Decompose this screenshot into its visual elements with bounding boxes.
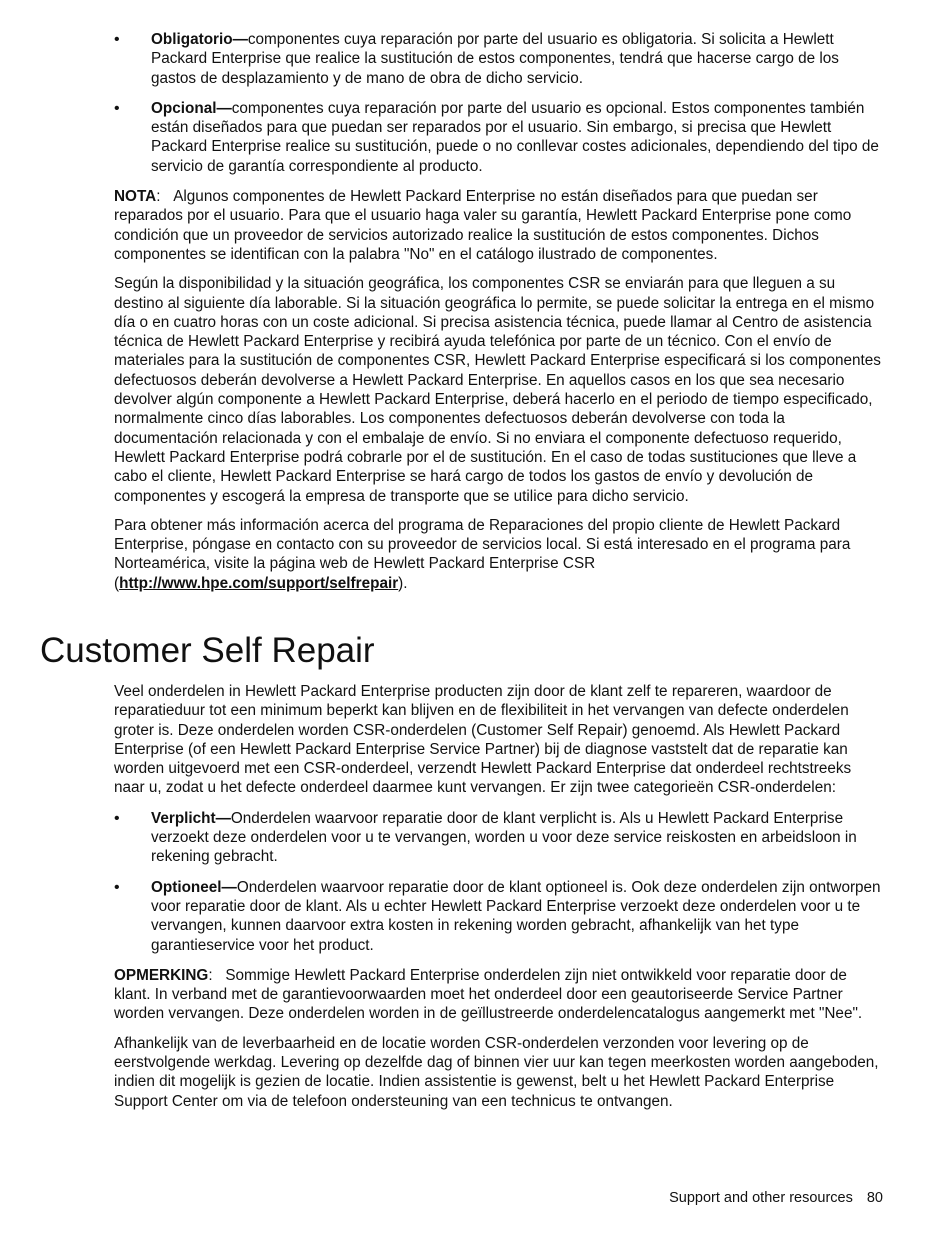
note-paragraph: OPMERKING: Sommige Hewlett Packard Enterprise onderdelen zijn niet ontwikkeld voor reparatie door de klant. In verband met de garantievoorwaarden moet het onderdeel door een geautoriseerde Service Partner worden vervangen. Deze onderdelen worden in de geïllustreerde onderdelencatalogus aangemerkt met "Nee". xyxy=(114,966,863,1023)
bullet-text: Onderdelen waarvoor reparatie door de klant verplicht is. Als u Hewlett Packard Enterprise verzoekt deze onderdelen voor u te vervangen, worden u voor deze service reiskosten en arbeidsloon in rekening gebracht. xyxy=(151,809,857,866)
bullet-optioneel xyxy=(114,878,884,955)
intro-paragraph: Veel onderdelen in Hewlett Packard Enterprise producten zijn door de klant zelf te repareren, waardoor de reparatieduur tot een minimum beperkt kan blijven en de flexibiliteit in het vervangen van defecte onderdelen groter is. Deze onderdelen worden CSR-onderdelen (Customer Self Repair) genoemd. Als Hewlett Packard Enterprise (of een Hewlett Packard Enterprise Service Partner) bij de diagnose vaststelt dat de reparatie kan worden uitgevoerd met een CSR-onderdeel, verzendt Hewlett Packard Enterprise dat onderdeel rechtstreeks naar u, zodat u het defecte onderdeel daarmee kunt vervangen. Er zijn twee categorieën CSR-onderdelen: xyxy=(114,683,852,797)
bullet-term: Optioneel— xyxy=(151,878,237,896)
info-text: Para obtener más información acerca del programa de Reparaciones del propio cliente de Hewlett Packard Enterprise, póngase en contacto con su proveedor de servicios local. Si está interesado en el programa para Norteamérica, visite la página web de Hewlett Packard Enterprise CSR ( xyxy=(114,516,851,592)
note-text: Algunos componentes de Hewlett Packard Enterprise no están diseñados para que puedan ser reparados por el usuario. Para que el usuario haga valer su garantía, Hewlett Packard Enterprise pone como condición que un proveedor de servicios autorizado realice la sustitución de estos componentes. Dichos componentes se identifican con la palabra "No" en el catálogo ilustrado de componentes. xyxy=(114,188,852,263)
note-label: NOTA xyxy=(114,188,157,206)
bullet-text: Onderdelen waarvoor reparatie door de klant optioneel is. Ook deze onderdelen zijn ontworpen voor reparatie door de klant. Als u echter Hewlett Packard Enterprise verzoekt deze onderdelen voor u te vervangen, kunnen daarvoor extra kosten in rekening worden gebracht, afhankelijk van het type garantieservice voor het product. xyxy=(151,878,881,954)
dutch-section xyxy=(114,682,884,1121)
bullet-obligatorio xyxy=(114,30,884,88)
bullet-term: Verplicht— xyxy=(151,809,231,827)
bullet-dot-icon: • xyxy=(114,99,120,117)
info-paragraph xyxy=(114,516,884,593)
bullet-term: Obligatorio— xyxy=(151,31,248,48)
bullet-dot-icon: • xyxy=(114,809,120,827)
note-paragraph: NOTA: Algunos componentes de Hewlett Packard Enterprise no están diseñados para que puedan ser reparados por el usuario. Para que el usuario haga valer su garantía, Hewlett Packard Enterprise pone como condición que un proveedor de servicios autorizado realice la sustitución de estos componentes. Dichos componentes se identifican con la palabra "No" en el catálogo ilustrado de componentes. xyxy=(114,188,852,263)
bullet-term: Opcional— xyxy=(151,99,232,117)
spanish-section xyxy=(114,30,884,603)
availability-paragraph: Según la disponibilidad y la situación geográfica, los componentes CSR se enviarán para que lleguen a su destino al siguiente día laborable. Si la situación geográfica lo permite, se puede solicitar la entrega en el mismo día o en cuatro horas con un coste adicional. Si precisa asistencia técnica, puede llamar al Centro de asistencia técnica de Hewlett Packard Enterprise y recibirá ayuda telefónica por parte de un técnico. Con el envío de materiales para la sustitución de componentes CSR, Hewlett Packard Enterprise especificará si los componentes defectuosos deberán devolverse a Hewlett Packard Enterprise. En aquellos casos en los que sea necesario devolver algún componente a Hewlett Packard Enterprise, deberá hacerlo en el periodo de tiempo especificado, normalmente cinco días laborables. Los componentes defectuosos deberán devolverse con toda la documentación relacionada y con el embalaje de envío. Si no enviara el componente defectuoso requerido, Hewlett Packard Enterprise podrá cobrarle por el de sustitución. En el caso de todas sustituciones que lleve a cabo el cliente, Hewlett Packard Enterprise se hará cargo de todos los gastos de envío y devolución de componentes y escogerá la empresa de transporte que se utilice para dicho servicio. xyxy=(114,275,881,505)
bullet-dot-icon: • xyxy=(114,878,120,896)
bullet-opcional xyxy=(114,99,884,176)
note-text: Sommige Hewlett Packard Enterprise onderdelen zijn niet ontwikkeld voor reparatie door de klant. In verband met de garantievoorwaarden moet het onderdeel door een geautoriseerde Service Partner worden vervangen. Deze onderdelen worden in de geïllustreerde onderdelencatalogus aangemerkt met "Nee". xyxy=(114,966,863,1023)
page-footer xyxy=(669,1190,883,1206)
selfrepair-link[interactable]: http://www.hpe.com/support/selfrepair xyxy=(119,574,399,592)
page-number: 80 xyxy=(866,1190,883,1206)
bullet-verplicht xyxy=(114,809,884,867)
footer-section-title: Support and other resources xyxy=(669,1190,853,1206)
bullet-text: componentes cuya reparación por parte del usuario es opcional. Estos componentes también están diseñados para que puedan ser reparados por el usuario. Sin embargo, si precisa que Hewlett Packard Enterprise realice su sustitución, puede o no conllevar costes adicionales, dependiendo del tipo de servicio de garantía correspondiente al producto. xyxy=(151,99,879,175)
note-label: OPMERKING xyxy=(114,966,209,984)
section-heading: Customer Self Repair xyxy=(40,631,375,670)
availability-paragraph: Afhankelijk van de leverbaarheid en de locatie worden CSR-onderdelen verzonden voor levering op de eerstvolgende werkdag. Levering op dezelfde dag of binnen vier uur kan tegen meerkosten worden aangeboden, indien dit mogelijk is gezien de locatie. Indien assistentie is gewenst, belt u het Hewlett Packard Enterprise Support Center om via de telefoon ondersteuning van een technicus te ontvangen. xyxy=(114,1034,879,1110)
bullet-dot-icon: • xyxy=(114,31,120,48)
bullet-text: componentes cuya reparación por parte del usuario es obligatoria. Si solicita a Hewlett Packard Enterprise que realice la sustitución de estos componentes, tendrá que hacerse cargo de los gastos de desplazamiento y de mano de obra de dicho servicio. xyxy=(151,31,839,87)
info-text-end: ). xyxy=(398,574,408,592)
